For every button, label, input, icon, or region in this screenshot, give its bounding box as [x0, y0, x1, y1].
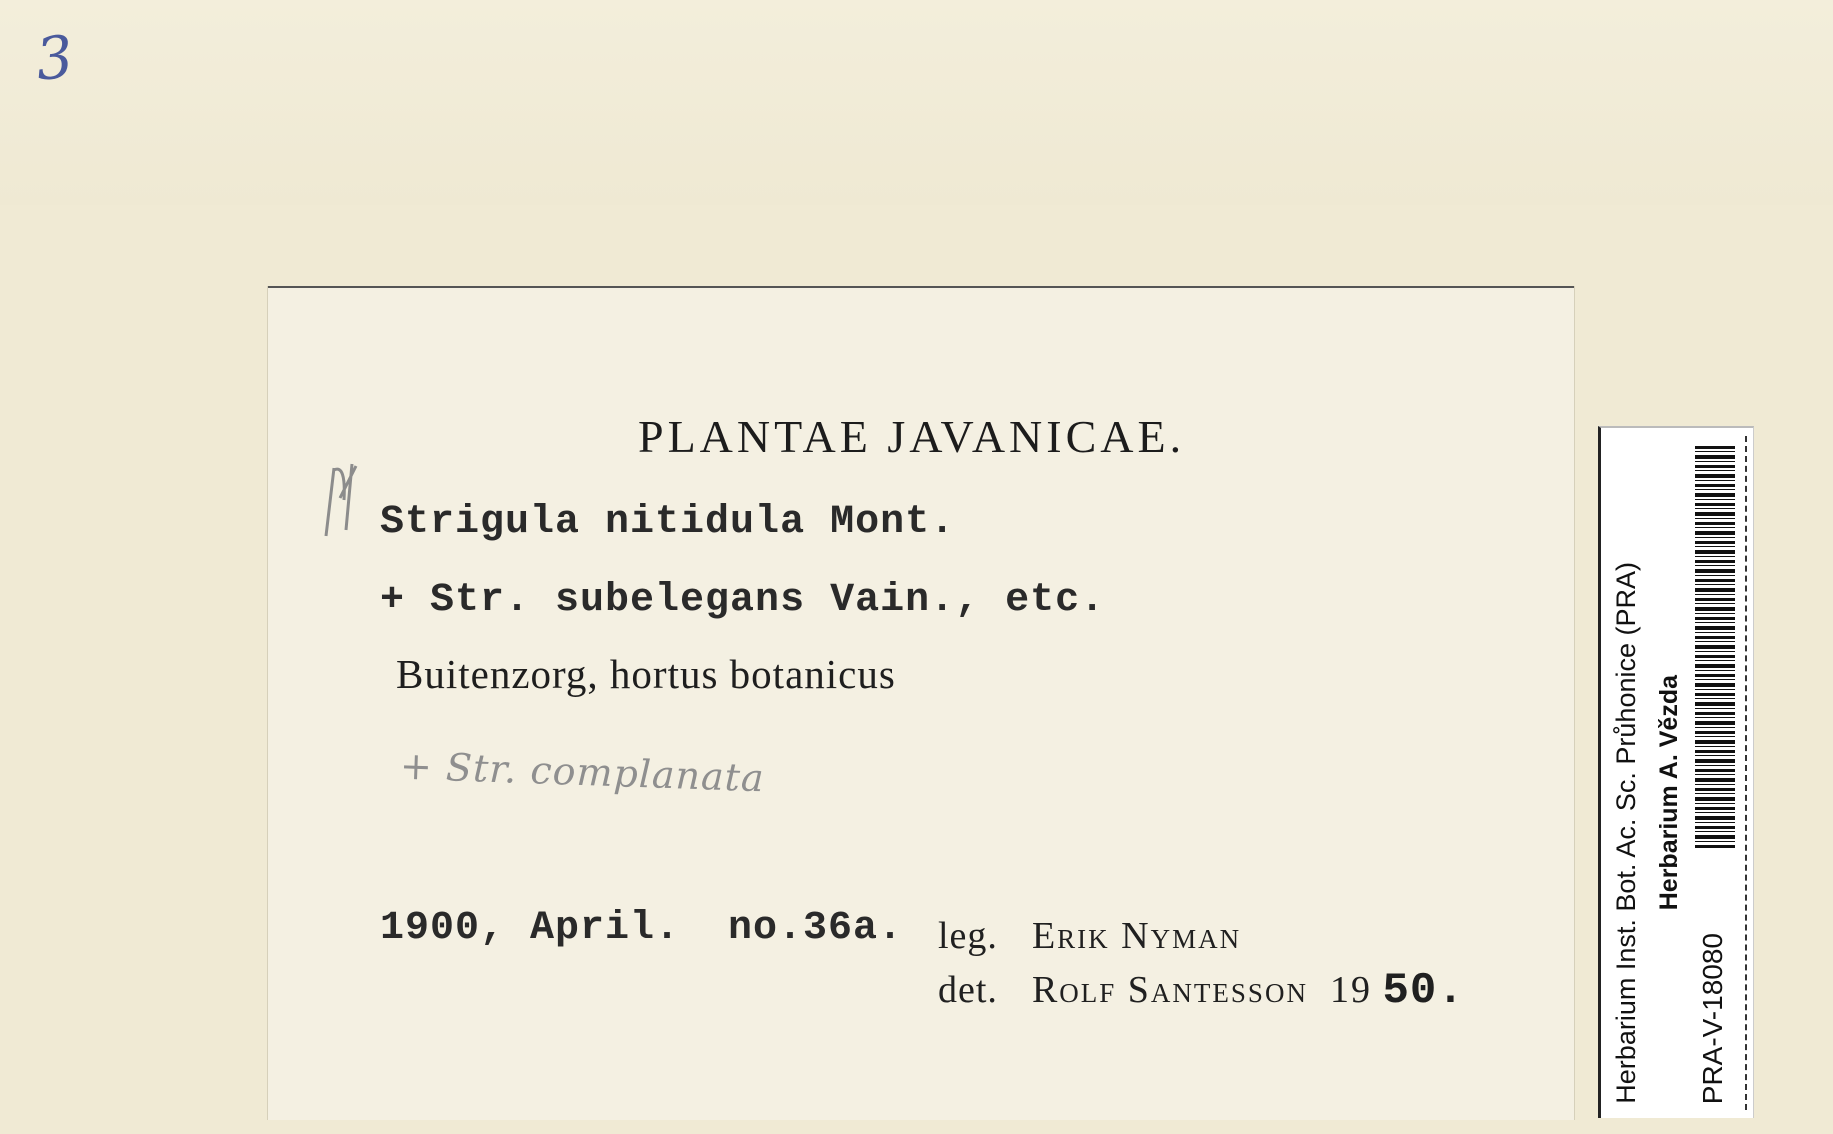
specimen-label — [268, 286, 1574, 1120]
determiner-name: Rolf Santesson — [1031, 969, 1308, 1011]
label-heading: PLANTAE JAVANICAE. — [638, 411, 1186, 462]
determiner-line — [938, 966, 1465, 1016]
det-year-stamped: 50. — [1382, 966, 1465, 1016]
collection-date: 1900, April. — [380, 906, 681, 951]
barcode-icon — [1695, 446, 1735, 850]
institution-name: Herbarium Inst. Bot. Ac. Sc. Průhonice (PRA) — [1611, 562, 1641, 1104]
handwritten-mark-icon — [316, 460, 360, 540]
pencil-annotation: + Str. complanata — [399, 743, 766, 801]
collection-number: no.36a. — [728, 906, 904, 951]
locality: Buitenzorg, hortus botanicus — [396, 651, 896, 697]
taxon-line-secondary: + Str. subelegans Vain., etc. — [380, 578, 1106, 623]
herbarium-sheet-top — [0, 0, 1833, 206]
collector-name: Erik Nyman — [1031, 915, 1242, 957]
specimen-id: PRA-V-18080 — [1697, 932, 1728, 1104]
det-year-printed: 19 — [1329, 969, 1372, 1011]
det-prefix: det. — [938, 969, 998, 1011]
herbarium-barcode-strip — [1598, 426, 1754, 1118]
herbarium-name: Herbarium A. Vězda — [1655, 674, 1683, 910]
leg-prefix: leg. — [938, 915, 998, 957]
collector-line — [938, 914, 1241, 958]
strip-dashed-edge — [1745, 436, 1747, 1110]
sheet-number: 3 — [32, 22, 77, 94]
taxon-line-primary: Strigula nitidula Mont. — [380, 500, 956, 545]
